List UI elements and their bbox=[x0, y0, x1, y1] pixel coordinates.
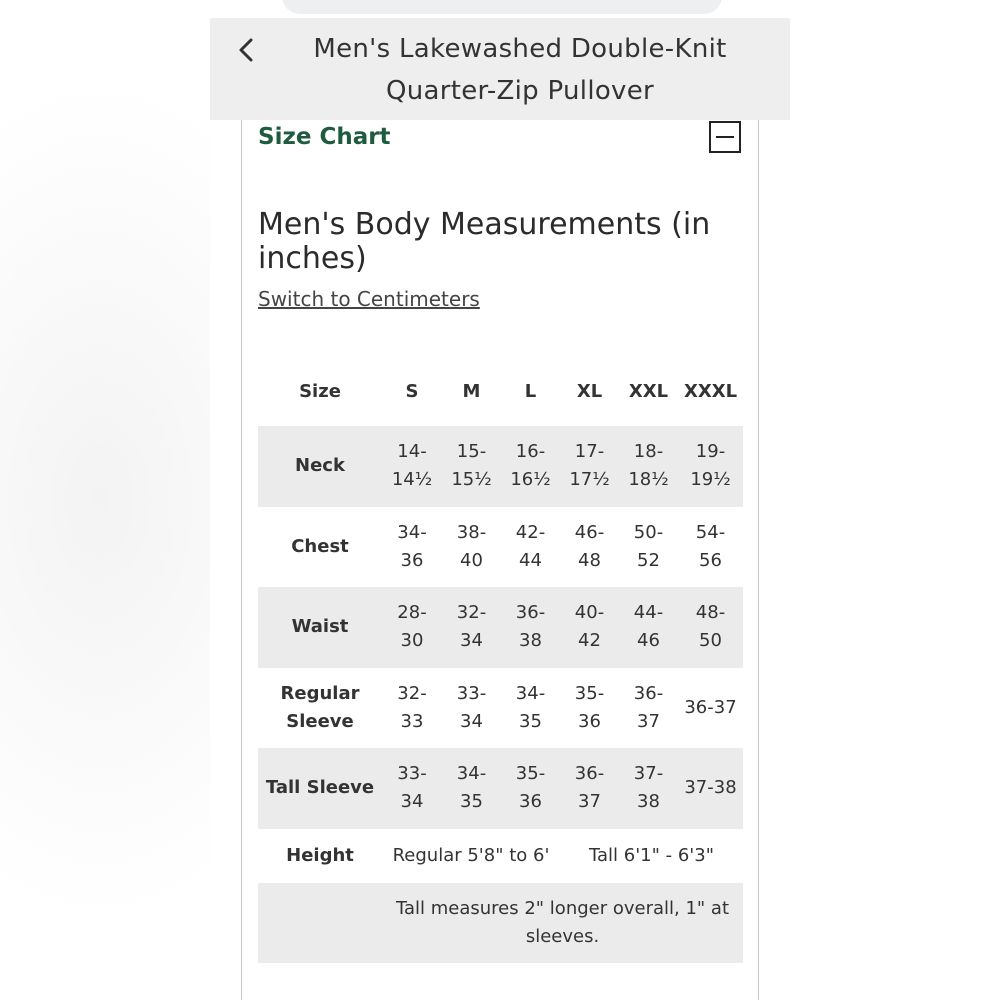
table-cell: 42- 44 bbox=[515, 521, 546, 571]
size-chart-panel bbox=[241, 120, 759, 1000]
row-label: Waist bbox=[258, 587, 382, 668]
empty-cell bbox=[258, 883, 382, 963]
table-cell: 17- 17½ bbox=[560, 426, 619, 507]
table-cell: 36- 37 bbox=[633, 682, 664, 732]
table-cell: 48- 50 bbox=[678, 587, 743, 668]
back-button[interactable] bbox=[232, 36, 260, 64]
tall-note: Tall measures 2" longer overall, 1" at sleeves. bbox=[382, 883, 743, 963]
column-header-l: L bbox=[524, 381, 537, 402]
column-header-size: Size bbox=[299, 381, 341, 402]
row-label: Regular Sleeve bbox=[280, 682, 360, 732]
table-cell: 32- 33 bbox=[397, 682, 427, 732]
table-row-height bbox=[258, 829, 743, 883]
page-title: Men's Lakewashed Double-Knit Quarter-Zip Pullover bbox=[313, 34, 727, 106]
table-cell: 15- 15½ bbox=[442, 426, 501, 507]
table-row bbox=[258, 587, 743, 668]
table-cell: 37- 38 bbox=[619, 748, 678, 829]
table-cell: 33- 34 bbox=[456, 682, 487, 732]
height-regular: Regular 5'8" to 6' bbox=[392, 844, 550, 866]
table-row bbox=[258, 668, 743, 749]
search-pill[interactable] bbox=[282, 0, 722, 14]
table-cell: 36-37 bbox=[684, 696, 737, 718]
height-tall: Tall 6'1" - 6'3" bbox=[589, 844, 714, 866]
chevron-left-icon bbox=[237, 37, 255, 63]
table-cell: 34- 35 bbox=[442, 748, 501, 829]
column-header-s: S bbox=[405, 381, 419, 402]
switch-units-link[interactable]: Switch to Centimeters bbox=[258, 287, 480, 311]
row-label: Chest bbox=[291, 535, 349, 557]
top-bar bbox=[210, 0, 790, 18]
column-header-m: M bbox=[462, 381, 481, 402]
table-cell: 35- 36 bbox=[574, 682, 605, 732]
table-cell: 36- 38 bbox=[501, 587, 560, 668]
table-cell: 14- 14½ bbox=[382, 426, 442, 507]
table-cell: 46- 48 bbox=[574, 521, 605, 571]
table-row-note bbox=[258, 883, 743, 963]
table-header-row bbox=[258, 358, 743, 426]
table-cell: 35- 36 bbox=[501, 748, 560, 829]
table-row bbox=[258, 507, 743, 588]
section-title: Size Chart bbox=[258, 124, 391, 150]
table-cell: 40- 42 bbox=[560, 587, 619, 668]
table-cell: 34- 35 bbox=[515, 682, 546, 732]
row-label: Height bbox=[286, 844, 354, 866]
size-table bbox=[258, 358, 743, 963]
table-cell: 16- 16½ bbox=[501, 426, 560, 507]
phone-screen bbox=[210, 0, 790, 1000]
table-row bbox=[258, 426, 743, 507]
minus-icon bbox=[716, 136, 734, 138]
table-cell: 33- 34 bbox=[382, 748, 442, 829]
table-cell: 36- 37 bbox=[560, 748, 619, 829]
table-cell: 54- 56 bbox=[695, 521, 726, 571]
page-header bbox=[210, 18, 790, 120]
chart-heading: Men's Body Measurements (in inches) bbox=[258, 207, 711, 276]
table-cell: 44- 46 bbox=[619, 587, 678, 668]
table-cell: 37-38 bbox=[678, 748, 743, 829]
table-cell: 38- 40 bbox=[456, 521, 487, 571]
column-header-xxl: XXL bbox=[628, 381, 669, 402]
column-header-xl: XL bbox=[576, 381, 603, 402]
table-cell: 34- 36 bbox=[397, 521, 427, 571]
table-row bbox=[258, 748, 743, 829]
collapse-button[interactable] bbox=[709, 121, 741, 153]
column-header-xxxl: XXXL bbox=[683, 381, 738, 402]
table-cell: 19- 19½ bbox=[678, 426, 743, 507]
table-cell: 28- 30 bbox=[382, 587, 442, 668]
row-label: Neck bbox=[258, 426, 382, 507]
table-cell: 50- 52 bbox=[633, 521, 664, 571]
table-cell: 18- 18½ bbox=[619, 426, 678, 507]
row-label: Tall Sleeve bbox=[258, 748, 382, 829]
table-cell: 32- 34 bbox=[442, 587, 501, 668]
